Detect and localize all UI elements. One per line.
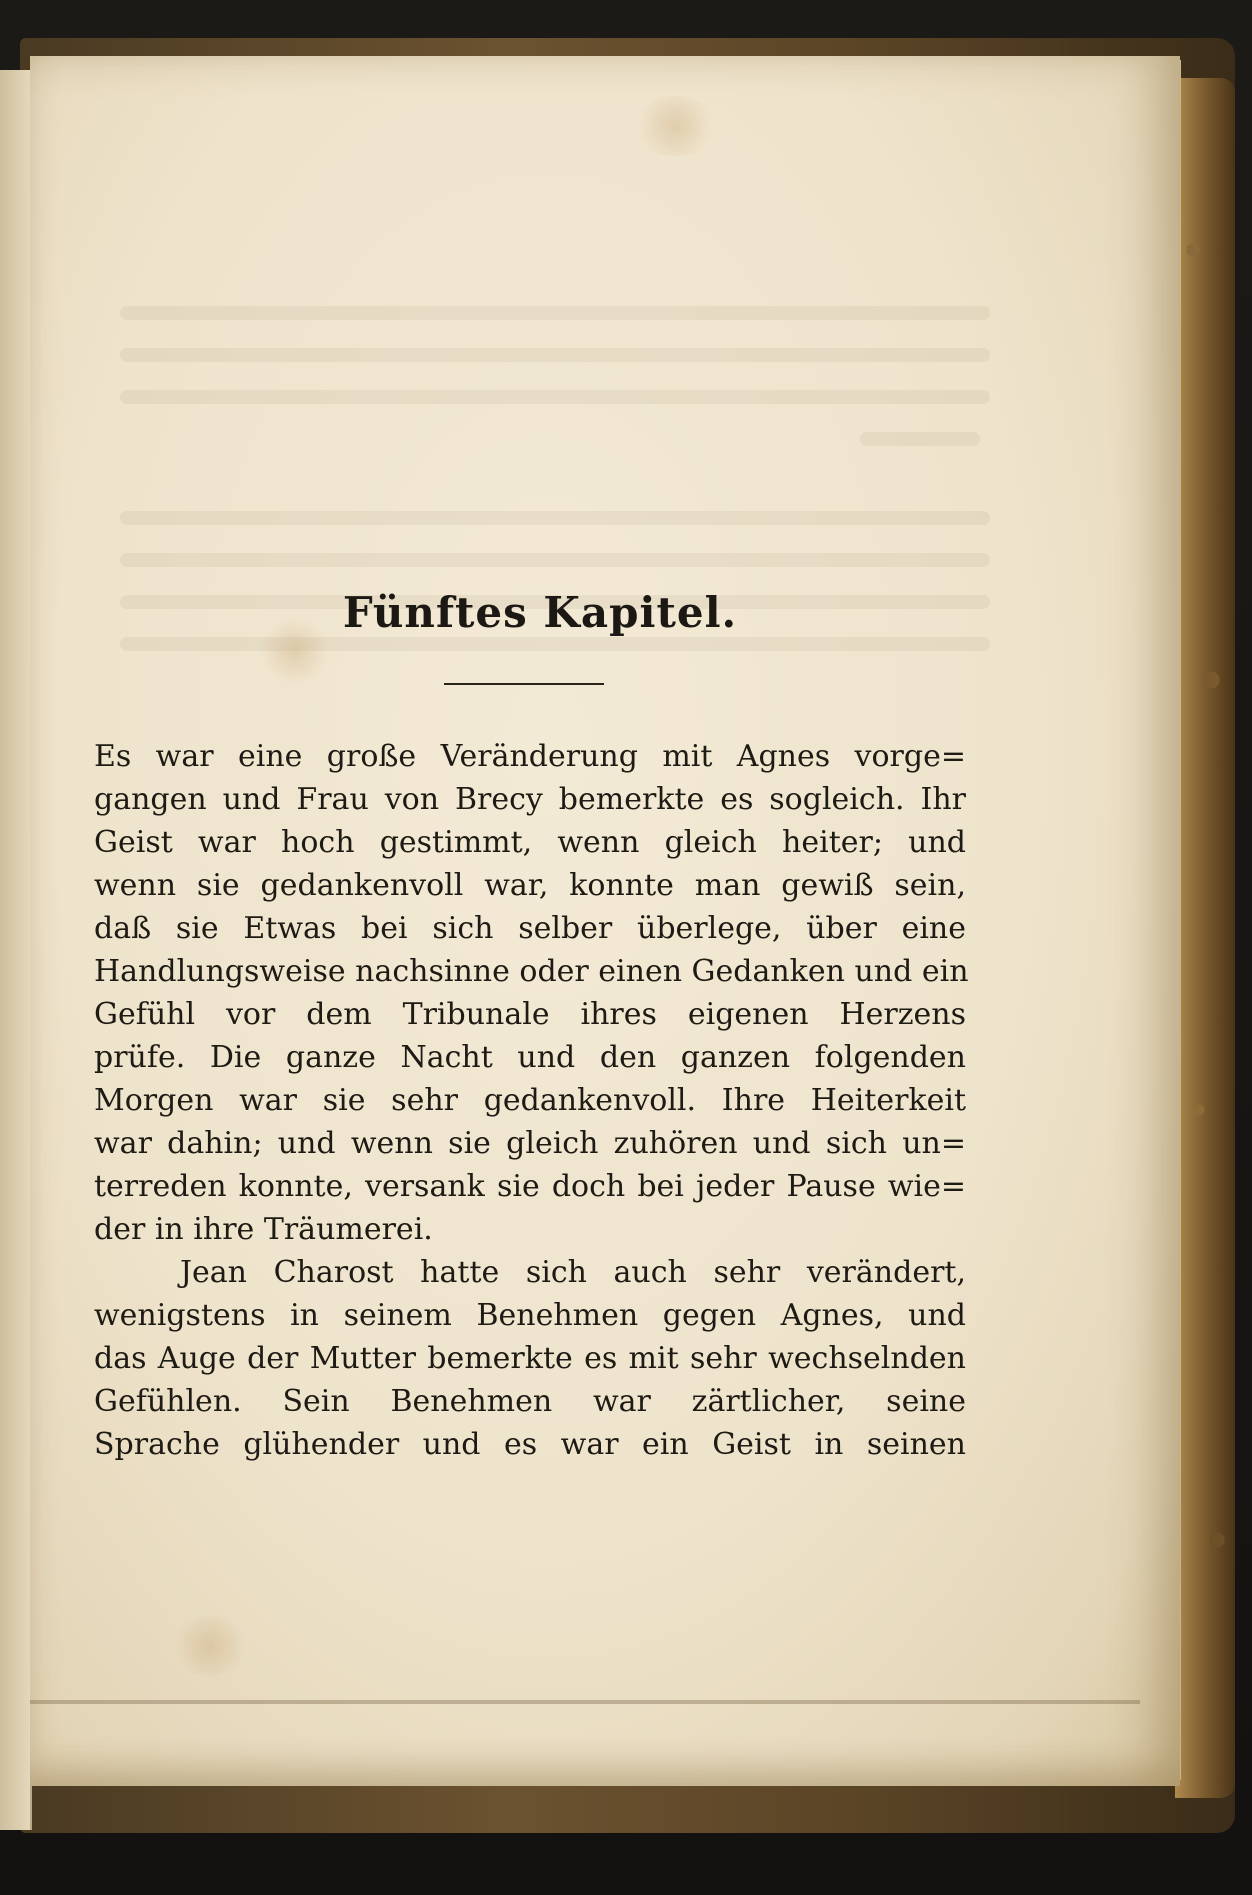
- page-stain: [170, 1616, 250, 1676]
- text-line: Es war eine große Veränderung mit Agnes vorge=: [94, 739, 966, 774]
- chapter-title: Fünftes Kapitel.: [342, 588, 738, 637]
- text-line: wenn sie gedankenvoll war, konnte man gewiß sein,: [94, 868, 966, 903]
- text-line: das Auge der Mutter bemerkte es mit sehr wechselnden: [94, 1341, 966, 1376]
- cover-edge: [1175, 78, 1235, 1798]
- text-line: wenigstens in seinem Benehmen gegen Agnes, und: [94, 1298, 966, 1333]
- text-line: war dahin; und wenn sie gleich zuhören und sich un=: [94, 1126, 966, 1161]
- bottom-fold-line: [30, 1700, 1140, 1704]
- bleed-through-line: [860, 432, 980, 446]
- bleed-through-line: [120, 511, 990, 525]
- paragraph-1: [94, 735, 969, 1251]
- text-line: Gefühl vor dem Tribunale ihres eigenen Herzens: [94, 997, 966, 1032]
- text-line: gangen und Frau von Brecy bemerkte es sogleich. Ihr: [94, 782, 966, 817]
- text-line: Gefühlen. Sein Benehmen war zärtlicher, seine: [94, 1384, 966, 1419]
- paragraph-2: [94, 1251, 966, 1466]
- body-text: [94, 735, 969, 1466]
- text-line: Handlungsweise nachsinne oder einen Gedanken und ein: [94, 954, 969, 989]
- bleed-through-line: [120, 348, 990, 362]
- bleed-through-line: [120, 637, 990, 651]
- text-line: Geist war hoch gestimmt, wenn gleich heiter; und: [94, 825, 966, 860]
- text-line: prüfe. Die ganze Nacht und den ganzen folgenden: [94, 1040, 966, 1075]
- text-line: Sprache glühender und es war ein Geist in seinen: [94, 1427, 966, 1462]
- text-line: Morgen war sie sehr gedankenvoll. Ihre Heiterkeit: [94, 1083, 966, 1118]
- left-page-edge: [0, 70, 32, 1830]
- text-line: daß sie Etwas bei sich selber überlege, über eine: [94, 911, 966, 946]
- text-line: Jean Charost hatte sich auch sehr verändert,: [180, 1255, 966, 1290]
- bleed-through-line: [120, 553, 990, 567]
- bleed-through-line: [120, 390, 990, 404]
- text-line: der in ihre Träumerei.: [94, 1212, 433, 1247]
- page-stain: [630, 96, 720, 156]
- text-line: terreden konnte, versank sie doch bei jeder Pause wie=: [94, 1169, 966, 1204]
- title-rule: [444, 683, 604, 685]
- bleed-through-line: [120, 306, 990, 320]
